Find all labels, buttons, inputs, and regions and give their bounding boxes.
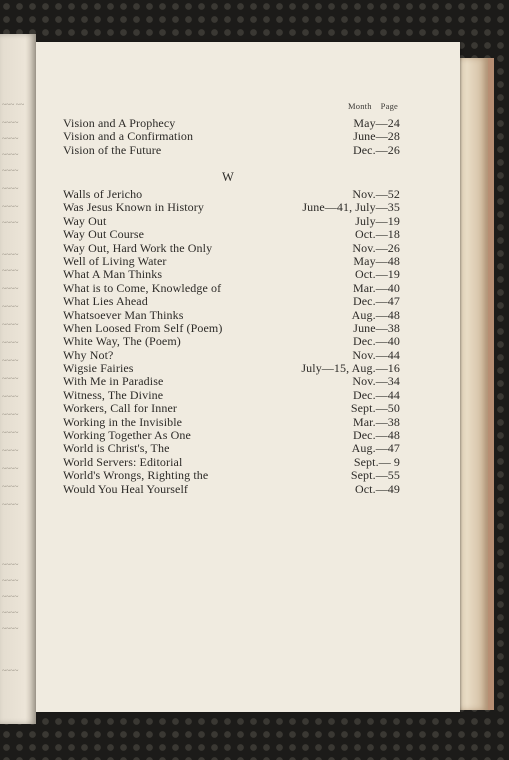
ghost-text-4: ~~~~: [2, 149, 19, 160]
ghost-text-11: ~~~~: [2, 283, 19, 294]
index-page: [36, 42, 460, 712]
entry-date: Dec.—48: [352, 428, 400, 443]
ghost-text-9: ~~~~: [2, 249, 19, 260]
index-entry: [63, 295, 400, 308]
entry-date: June—38: [353, 320, 400, 335]
ghost-text-22: ~~~~: [2, 481, 19, 492]
column-headers: [348, 101, 398, 111]
entry-date: July—15, Aug.—16: [301, 361, 400, 376]
entry-title: Vision and a Confirmation: [63, 129, 194, 144]
ghost-text-24: ~~~~: [2, 559, 19, 570]
ghost-text-1: ~~~ ~~: [2, 99, 24, 110]
index-entry: [63, 228, 400, 241]
index-entry: [63, 255, 400, 268]
entry-date: Nov.—26: [352, 240, 400, 255]
ghost-text-12: ~~~~: [2, 301, 19, 312]
index-entry: [63, 322, 400, 335]
entry-title: Would You Heal Yourself: [63, 481, 189, 496]
index-entry: [63, 483, 400, 496]
entry-title: Way Out Course: [63, 227, 145, 242]
entry-date: Dec.—47: [352, 294, 400, 309]
index-entry: [63, 144, 400, 157]
ghost-text-13: ~~~~: [2, 319, 19, 330]
entry-title: World is Christ's, The: [63, 441, 170, 456]
month-column-header: Month: [348, 101, 372, 111]
entry-date: May—48: [353, 253, 400, 268]
ghost-text-20: ~~~~: [2, 445, 19, 456]
index-entry: [63, 389, 400, 402]
ghost-text-16: ~~~~: [2, 373, 19, 384]
section-letter: W: [222, 170, 234, 184]
entry-date: Nov.—52: [352, 187, 400, 201]
entry-date: June—41, July—35: [302, 200, 400, 215]
ghost-text-17: ~~~~: [2, 391, 19, 402]
entry-title: Walls of Jericho: [63, 187, 143, 201]
entry-title: Way Out: [63, 213, 107, 228]
entry-title: Wigsie Fairies: [63, 361, 134, 376]
entry-date: Aug.—48: [351, 307, 400, 322]
index-entry: [63, 349, 400, 362]
entry-title: Workers, Call for Inner: [63, 401, 177, 416]
entry-date: Sept.—55: [350, 468, 400, 483]
index-entry: [63, 201, 400, 214]
entry-date: Sept.— 9: [353, 454, 400, 469]
index-entry: [63, 117, 400, 130]
ghost-text-2: ~~~~: [2, 117, 19, 128]
entry-title: When Loosed From Self (Poem): [63, 320, 223, 335]
ghost-text-3: ~~~~: [2, 133, 19, 144]
entry-date: Mar.—40: [352, 280, 400, 295]
ghost-text-21: ~~~~: [2, 463, 19, 474]
index-entry: [63, 188, 400, 201]
ghost-text-10: ~~~~: [2, 265, 19, 276]
index-entry: [63, 335, 400, 348]
ghost-text-18: ~~~~: [2, 409, 19, 420]
index-entry: [63, 362, 400, 375]
ghost-text-25: ~~~~: [2, 575, 19, 586]
entry-title: Witness, The Divine: [63, 387, 164, 402]
entry-date: June—28: [353, 129, 400, 144]
facing-page-edge: [0, 34, 36, 724]
ghost-text-8: ~~~~: [2, 217, 19, 228]
entry-title: Vision and A Prophecy: [63, 116, 176, 130]
index-entry: [63, 442, 400, 455]
entry-date: Dec.—40: [352, 334, 400, 349]
index-entry: [63, 309, 400, 322]
ghost-text-28: ~~~~: [2, 623, 19, 634]
entry-title: White Way, The (Poem): [63, 334, 181, 349]
ghost-text-29: ~~~~: [2, 665, 19, 676]
index-entry: [63, 456, 400, 469]
entry-date: Aug.—47: [351, 441, 400, 456]
entry-title: With Me in Paradise: [63, 374, 164, 389]
entry-title: World's Wrongs, Righting the: [63, 468, 209, 483]
index-entry: [63, 402, 400, 415]
entry-title: Working in the Invisible: [63, 414, 183, 429]
page-column-header: Page: [380, 101, 398, 111]
entry-date: Oct.—49: [354, 481, 400, 496]
ghost-text-6: ~~~~: [2, 183, 19, 194]
entry-date: Oct.—19: [354, 267, 400, 282]
entry-title: What Lies Ahead: [63, 294, 148, 309]
entry-title: What is to Come, Knowledge of: [63, 280, 222, 295]
entry-title: Way Out, Hard Work the Only: [63, 240, 213, 255]
entry-date: Sept.—50: [350, 401, 400, 416]
ghost-text-7: ~~~~: [2, 201, 19, 212]
entry-date: Mar.—38: [352, 414, 400, 429]
entry-date: May—24: [353, 116, 400, 130]
ghost-text-27: ~~~~: [2, 607, 19, 618]
index-entry: [63, 282, 400, 295]
entry-date: Nov.—44: [352, 347, 400, 362]
ghost-text-23: ~~~~: [2, 499, 19, 510]
entry-title: Well of Living Water: [63, 253, 167, 268]
entry-title: Working Together As One: [63, 428, 191, 443]
section-w-entries: [63, 188, 400, 496]
entry-date: Dec.—26: [352, 142, 400, 157]
entry-date: July—19: [355, 213, 400, 228]
section-v-entries: [63, 117, 400, 157]
ghost-text-5: ~~~~: [2, 165, 19, 176]
index-entry: [63, 375, 400, 388]
entry-title: Why Not?: [63, 347, 114, 362]
entry-date: Nov.—34: [352, 374, 400, 389]
index-entry: [63, 242, 400, 255]
entry-title: Was Jesus Known in History: [63, 200, 204, 215]
index-entry: [63, 469, 400, 482]
entry-date: Dec.—44: [352, 387, 400, 402]
book-page-edges: [458, 58, 494, 710]
index-entry: [63, 416, 400, 429]
entry-date: Oct.—18: [354, 227, 400, 242]
ghost-text-15: ~~~~: [2, 355, 19, 366]
entry-title: Whatsoever Man Thinks: [63, 307, 184, 322]
index-entry: [63, 130, 400, 143]
ghost-text-14: ~~~~: [2, 337, 19, 348]
ghost-text-19: ~~~~: [2, 427, 19, 438]
entry-title: What A Man Thinks: [63, 267, 163, 282]
index-entry: [63, 215, 400, 228]
entry-title: Vision of the Future: [63, 142, 162, 157]
entry-title: World Servers: Editorial: [63, 454, 183, 469]
index-entry: [63, 429, 400, 442]
index-entry: [63, 268, 400, 281]
ghost-text-26: ~~~~: [2, 591, 19, 602]
